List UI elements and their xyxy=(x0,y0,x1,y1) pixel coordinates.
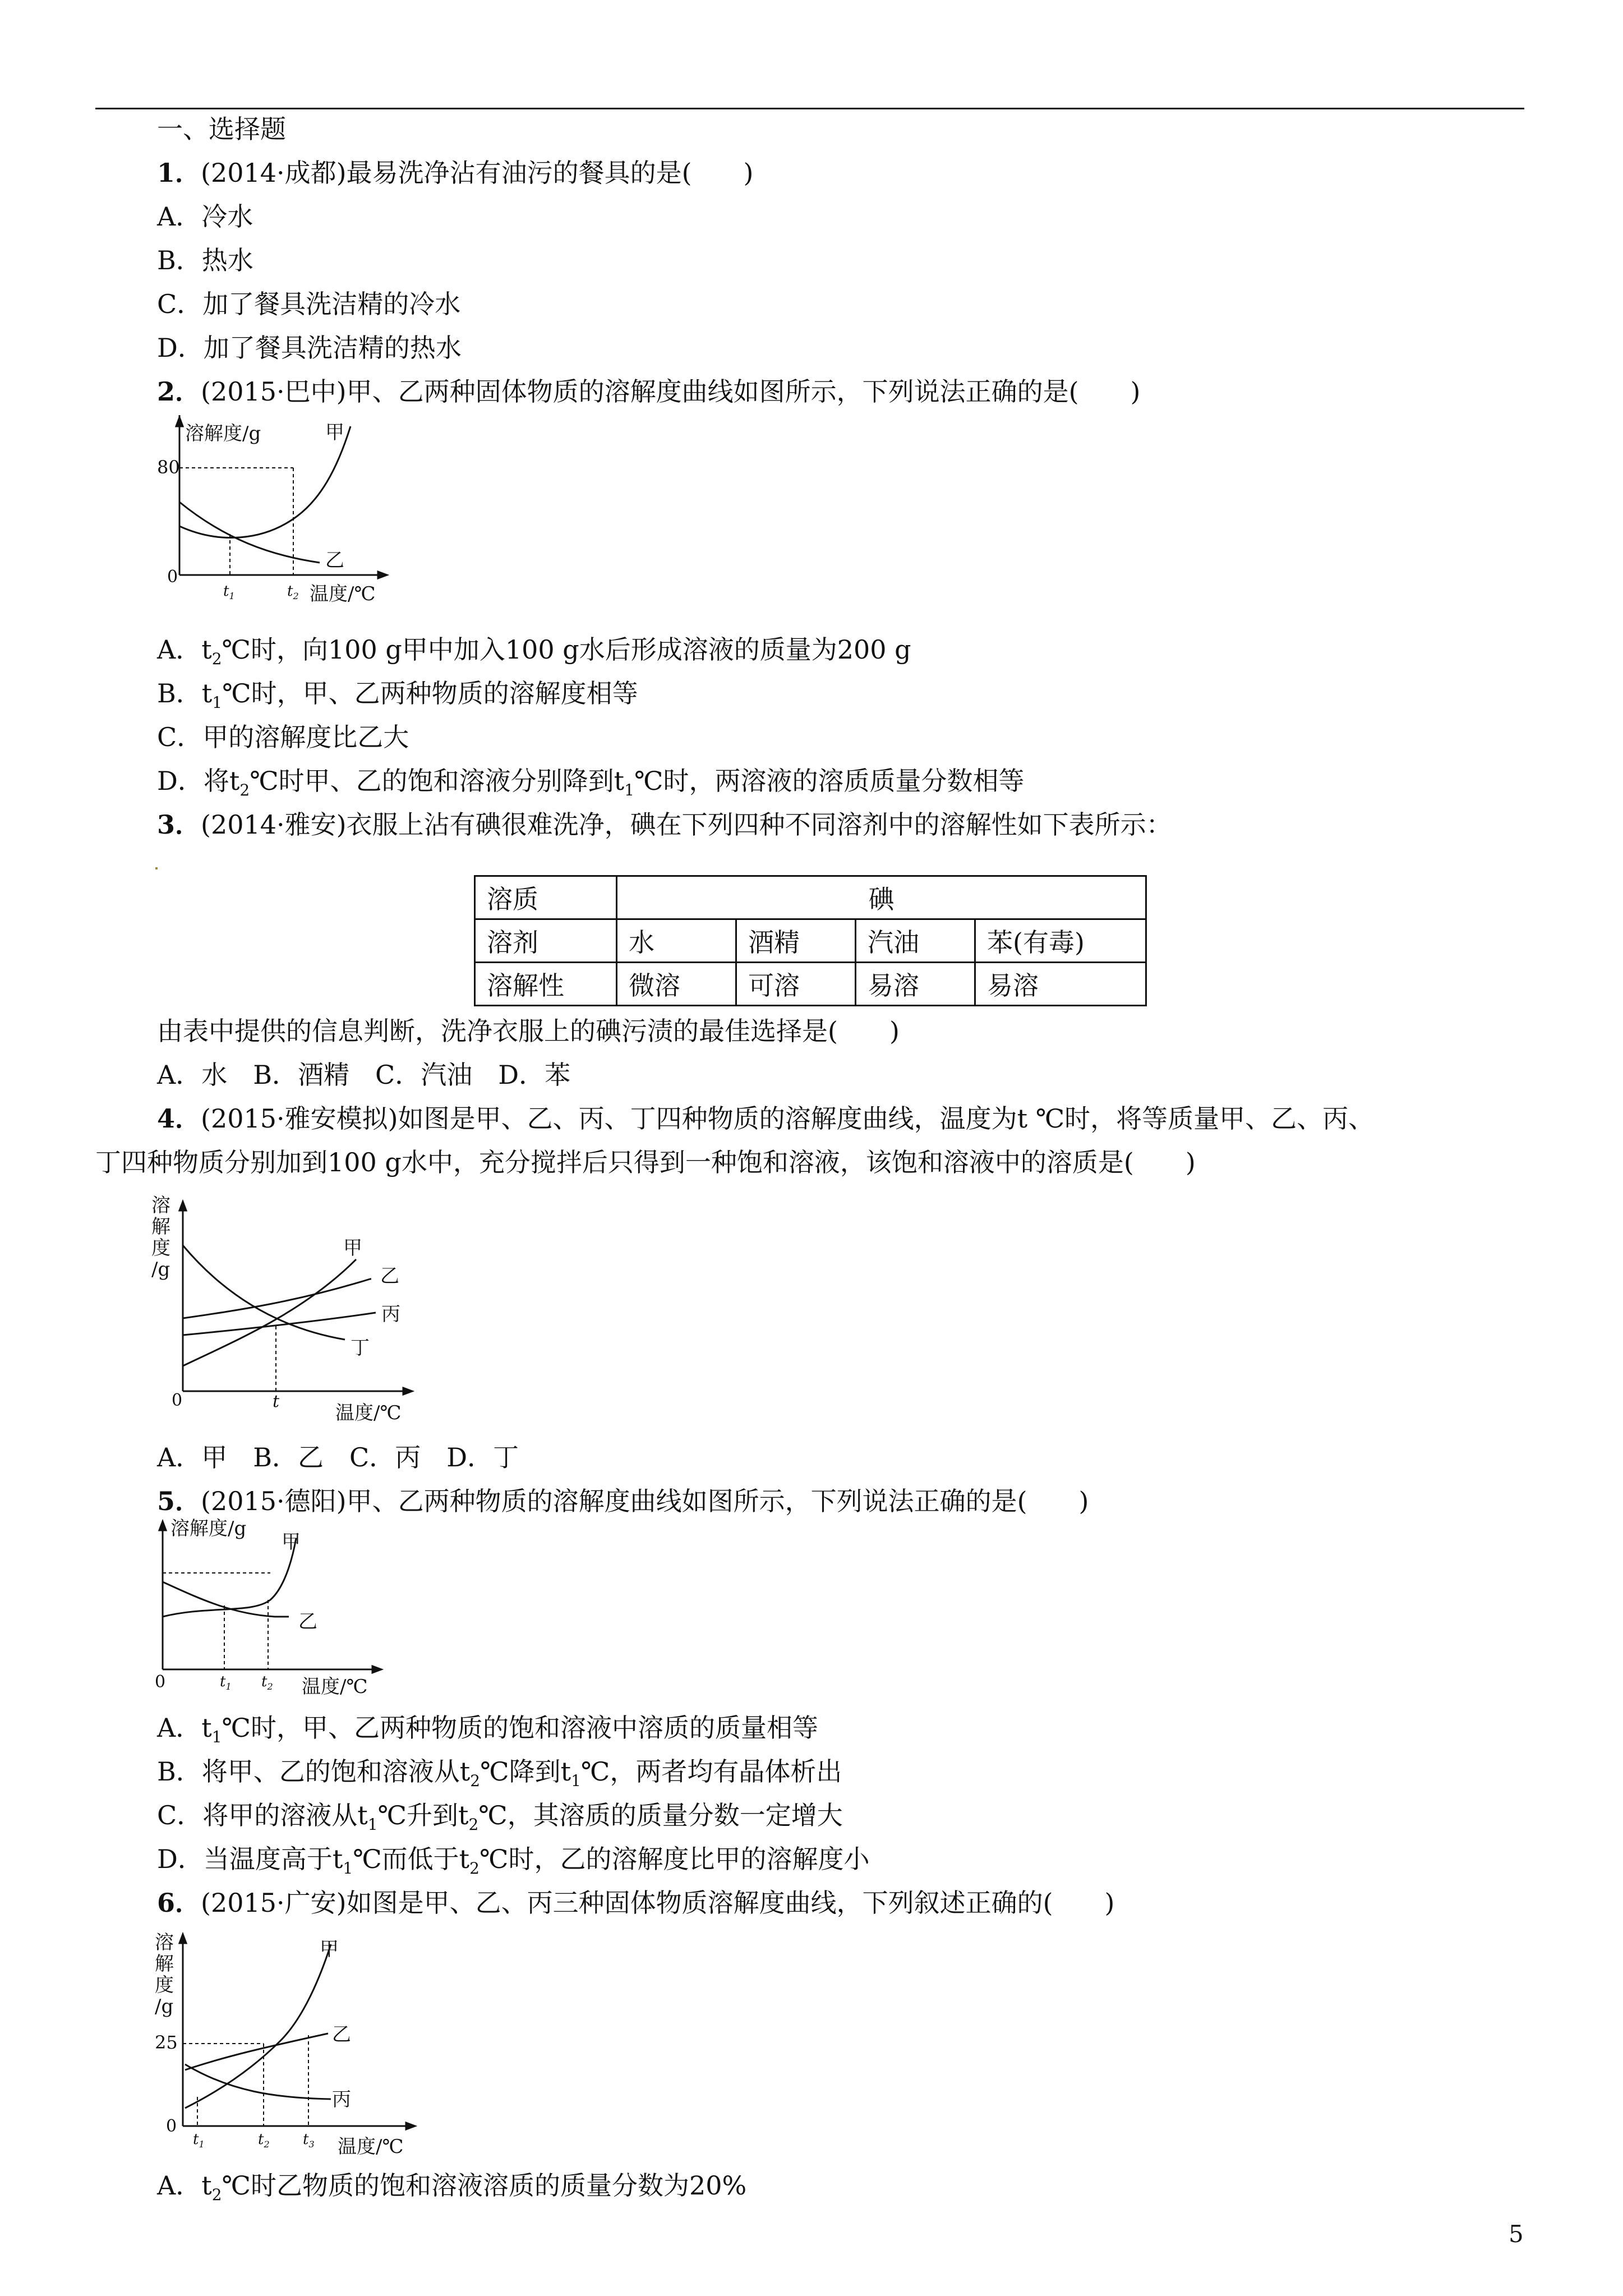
q5-option-d: D．当温度高于$t_1℃$而低于$t_2℃$时，乙的溶解度比甲的溶解度小 xyxy=(157,1844,870,1878)
question-text: (2015·雅安模拟)如图是甲、乙、丙、丁四种物质的溶解度曲线，温度为t ℃时，将等质量甲、乙、丙、 xyxy=(201,1103,1375,1134)
y-axis-label-3: 度 xyxy=(151,1237,170,1259)
series-yi-label: 乙 xyxy=(325,549,344,572)
q2-option-d: D．将$t_2℃$时甲、乙的饱和溶液分别降到$t_1℃$时，两溶液的溶质质量分数相等 xyxy=(157,766,1025,799)
series-yi-curve xyxy=(179,502,320,563)
series-jia-curve xyxy=(185,1944,331,2108)
table-cell: 酒精 xyxy=(736,919,856,963)
t1-label: $t_1$ xyxy=(223,583,235,601)
q1-option-a: A．冷水 xyxy=(157,201,253,232)
x-axis-arrow xyxy=(403,1388,412,1395)
t2-label: $t_2$ xyxy=(287,583,299,601)
table-cell: 汽油 xyxy=(856,919,975,963)
table-cell: 苯(有毒) xyxy=(975,919,1146,963)
y-axis-arrow xyxy=(179,1934,186,1943)
series-jia-curve xyxy=(183,1259,356,1366)
series-yi-label: 乙 xyxy=(298,1611,317,1633)
y-axis-arrow xyxy=(176,417,183,426)
origin-label: 0 xyxy=(167,567,178,587)
x-axis-label: 温度/℃ xyxy=(302,1676,368,1698)
x-axis-label: 温度/℃ xyxy=(338,2136,404,2158)
q3-after-text: 由表中提供的信息判断，洗净衣服上的碘污渍的最佳选择是( ) xyxy=(157,1016,900,1046)
series-ding-label: 丁 xyxy=(351,1337,370,1359)
q5-option-a: A．$t_1℃$时，甲、乙两种物质的饱和溶液中溶质的质量相等 xyxy=(157,1713,819,1746)
question-text: (2015·巴中)甲、乙两种固体物质的溶解度曲线如图所示，下列说法正确的是( ) xyxy=(201,376,1141,407)
q4-options: A．甲 B．乙 C．丙 D．丁 xyxy=(157,1442,519,1473)
x-axis-arrow xyxy=(406,2123,415,2129)
series-bing-label: 丙 xyxy=(332,2088,351,2111)
origin-label: 0 xyxy=(166,2116,177,2136)
q5-option-b: B．将甲、乙的饱和溶液从$t_2℃$降到$t_1℃$，两者均有晶体析出 xyxy=(157,1756,842,1790)
table-row xyxy=(475,876,1146,919)
q2-option-a: A．$t_2℃$时，向100 g甲中加入100 g水后形成溶液的质量为200 g xyxy=(157,634,911,668)
y-axis-label-2: 解 xyxy=(151,1216,170,1238)
table-row xyxy=(475,963,1146,1006)
x-axis-label: 温度/℃ xyxy=(310,583,376,605)
series-jia-label: 甲 xyxy=(343,1237,362,1259)
header-rule xyxy=(95,108,1524,109)
origin-label: 0 xyxy=(172,1391,183,1410)
x-axis-arrow xyxy=(372,1666,381,1673)
table-cell: 碘 xyxy=(617,876,1146,919)
t2-label: $t_2$ xyxy=(258,2131,270,2150)
y-axis-label-4: /g xyxy=(155,1995,174,2018)
table-cell: 溶剂 xyxy=(475,919,617,963)
q2-option-b: B．$t_1℃$时，甲、乙两种物质的溶解度相等 xyxy=(157,678,638,712)
q6-solubility-figure xyxy=(151,1929,432,2159)
series-jia-curve xyxy=(163,1538,296,1617)
series-jia-label: 甲 xyxy=(320,1938,339,1961)
table-cell: 易溶 xyxy=(856,963,975,1006)
q5-solubility-figure xyxy=(151,1516,398,1701)
y-tick-80: 80 xyxy=(157,457,180,478)
q2-option-c: C．甲的溶解度比乙大 xyxy=(157,722,409,752)
t3-label: $t_3$ xyxy=(303,2131,315,2150)
origin-label: 0 xyxy=(155,1672,166,1692)
question-3 xyxy=(157,808,1172,841)
table-row xyxy=(475,919,1146,963)
table-cell: 溶解性 xyxy=(475,963,617,1006)
question-4-continued: 丁四种物质分别加到100 g水中，充分搅拌后只得到一种饱和溶液，该饱和溶液中的溶质是( ) xyxy=(95,1147,1196,1177)
question-number: 5． xyxy=(157,1486,201,1516)
question-number: 6． xyxy=(157,1888,201,1918)
y-axis-label-4: /g xyxy=(151,1258,170,1281)
t2-label: $t_2$ xyxy=(261,1673,273,1692)
q1-option-d: D．加了餐具洗洁精的热水 xyxy=(157,333,462,363)
x-axis-arrow xyxy=(378,572,387,578)
q3-options: A．水 B．酒精 C．汽油 D．苯 xyxy=(157,1060,571,1090)
y-axis-label-1: 溶 xyxy=(151,1195,170,1217)
q1-option-b: B．热水 xyxy=(157,245,253,275)
t1-label: $t_1$ xyxy=(193,2131,205,2150)
q2-solubility-figure xyxy=(157,415,404,606)
x-axis-label: 温度/℃ xyxy=(335,1402,402,1424)
question-text: (2014·成都)最易洗净沾有油污的餐具的是( ) xyxy=(201,158,754,188)
question-5 xyxy=(157,1484,1089,1518)
question-number: 4． xyxy=(157,1103,201,1134)
series-jia-label: 甲 xyxy=(325,421,344,444)
question-number: 2． xyxy=(157,376,201,407)
y-axis-arrow xyxy=(179,1202,186,1211)
series-bing-label: 丙 xyxy=(381,1303,400,1326)
y-axis-label: 溶解度/g xyxy=(185,422,261,445)
question-1 xyxy=(157,156,754,190)
question-4 xyxy=(157,1102,1374,1135)
table-cell: 可溶 xyxy=(736,963,856,1006)
series-yi-curve xyxy=(185,2033,328,2070)
table-cell: 易溶 xyxy=(975,963,1146,1006)
series-yi-curve xyxy=(183,1279,371,1318)
t1-label: $t_1$ xyxy=(220,1673,232,1692)
q1-option-c: C．加了餐具洗洁精的冷水 xyxy=(157,289,461,319)
page-number: 5 xyxy=(1509,2220,1524,2248)
speck xyxy=(155,867,158,869)
y-axis-label-2: 解 xyxy=(155,1953,174,1975)
series-yi-label: 乙 xyxy=(332,2023,351,2046)
y-axis-label-3: 度 xyxy=(155,1974,174,1996)
question-text: (2015·广安)如图是甲、乙、丙三种固体物质溶解度曲线，下列叙述正确的( ) xyxy=(201,1888,1115,1918)
y-axis-label-1: 溶 xyxy=(155,1931,174,1954)
question-6 xyxy=(157,1886,1115,1920)
table-cell: 微溶 xyxy=(617,963,736,1006)
q5-option-c: C．将甲的溶液从$t_1℃$升到$t_2℃$，其溶质的质量分数一定增大 xyxy=(157,1800,843,1834)
table-cell: 水 xyxy=(617,919,736,963)
y-axis-arrow xyxy=(159,1521,166,1530)
series-yi-label: 乙 xyxy=(380,1265,399,1287)
q4-solubility-figure xyxy=(151,1195,421,1425)
question-number: 1． xyxy=(157,158,201,188)
question-number: 3． xyxy=(157,809,201,840)
y-tick-25: 25 xyxy=(155,2032,178,2053)
solubility-table xyxy=(474,875,1147,1006)
table-cell: 溶质 xyxy=(475,876,617,919)
y-axis-label: 溶解度/g xyxy=(170,1517,247,1540)
series-jia-label: 甲 xyxy=(282,1531,301,1553)
t-label: t xyxy=(273,1392,280,1411)
series-bing-curve xyxy=(183,1313,376,1335)
question-text: (2014·雅安)衣服上沾有碘很难洗净，碘在下列四种不同溶剂中的溶解性如下表所示： xyxy=(201,809,1172,840)
question-2 xyxy=(157,375,1141,408)
question-text: (2015·德阳)甲、乙两种物质的溶解度曲线如图所示，下列说法正确的是( ) xyxy=(201,1486,1089,1516)
section-title: 一、选择题 xyxy=(157,114,286,144)
q6-option-a: A．$t_2℃$时乙物质的饱和溶液溶质的质量分数为20% xyxy=(157,2170,747,2204)
